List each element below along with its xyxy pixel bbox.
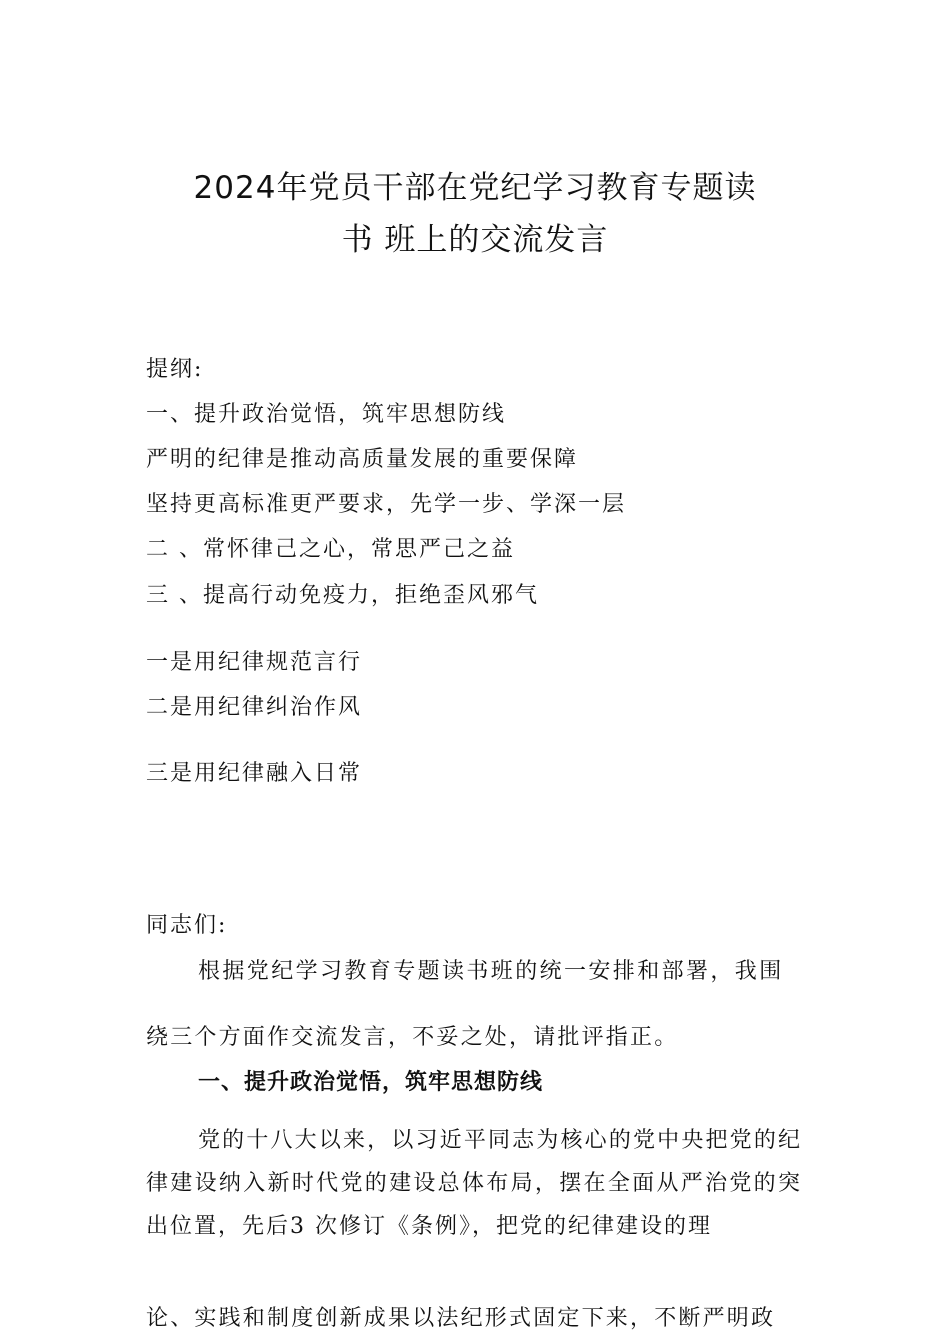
outline-item: 二 、常怀律己之心，常思严己之益 <box>146 537 515 562</box>
sub-item: 一是用纪律规范言行 <box>146 650 363 675</box>
intro-paragraph-line-1: 根据党纪学习教育专题读书班的统一安排和部署，我围 <box>198 959 784 984</box>
document-title-line-2: 书 班上的交流发言 <box>341 222 609 258</box>
sub-item: 二是用纪律纠治作风 <box>146 695 363 720</box>
outline-label: 提纲: <box>146 357 204 382</box>
outline-item: 坚持更高标准更严要求，先学一步、学深一层 <box>146 492 627 517</box>
section-paragraph: 党的十八大以来，以习近平同志为核心的党中央把党的纪律建设纳入新时代党的建设总体布局，摆在全面从严治党的突出位置，先后3 次修订《条例》，把党的纪律建设的理 <box>146 1128 802 1239</box>
outline-item: 一、提升政治觉悟，筑牢思想防线 <box>146 402 507 427</box>
sub-item: 三是用纪律融入日常 <box>146 761 363 786</box>
outline-item: 三 、提高行动免疫力，拒绝歪风邪气 <box>146 583 539 608</box>
salutation: 同志们: <box>146 913 228 938</box>
intro-paragraph-line-2: 绕三个方面作交流发言，不妥之处，请批评指正。 <box>146 1025 679 1050</box>
outline-item: 严明的纪律是推动高质量发展的重要保障 <box>146 447 579 472</box>
document-title-line-1: 2024年党员干部在党纪学习教育专题读 <box>193 170 757 206</box>
section-heading: 一、提升政治觉悟，筑牢思想防线 <box>198 1070 544 1095</box>
section-paragraph-continued: 论、实践和制度创新成果以法纪形式固定下来，不断严明政 <box>146 1306 776 1331</box>
